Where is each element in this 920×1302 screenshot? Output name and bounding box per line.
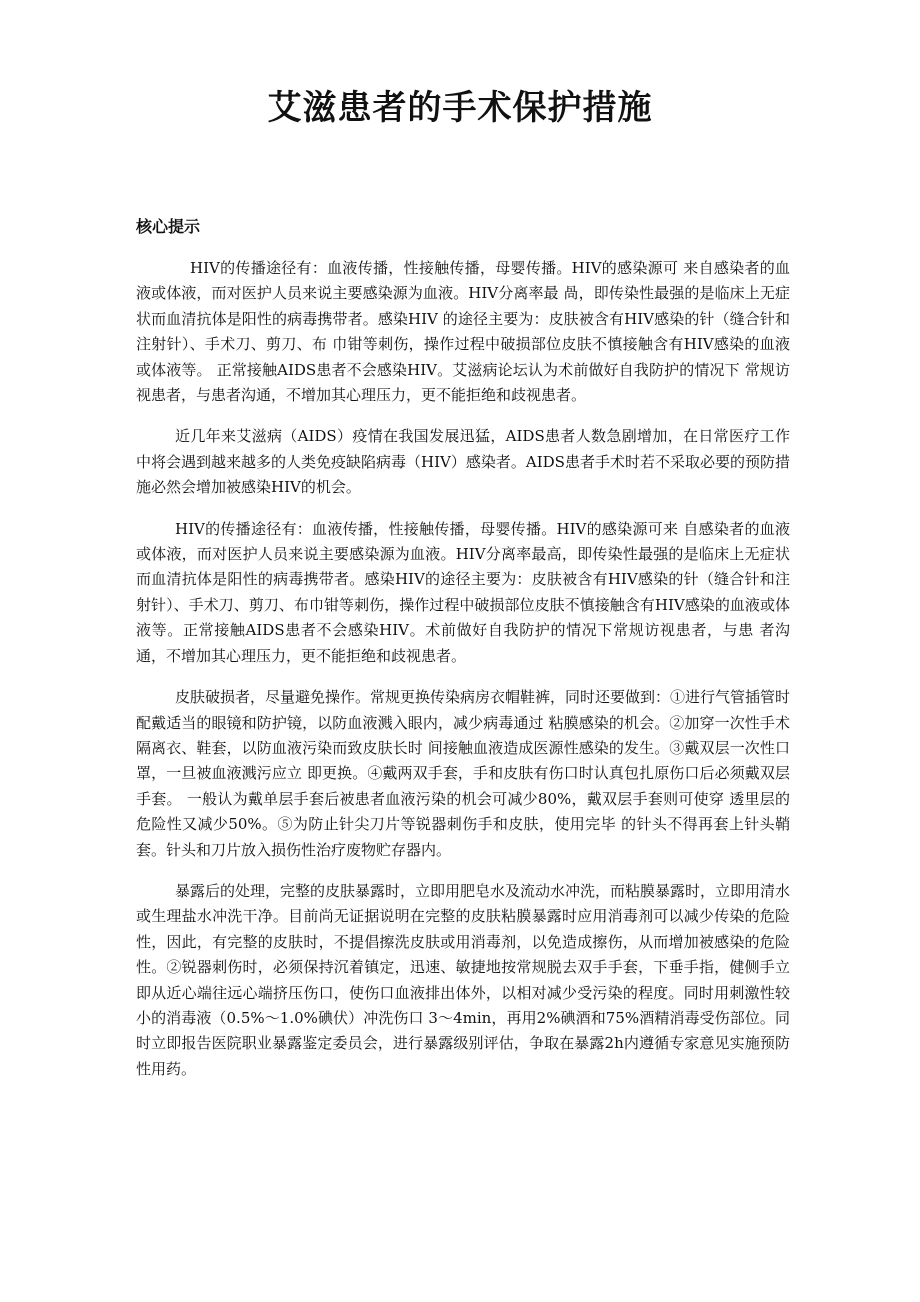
paragraph-protective-measures: 皮肤破损者，尽量避免操作。常规更换传染病房衣帽鞋裤，同时还要做到：①进行气管插管时配戴适当的眼镜和防护镜，以防血液溅入眼内，减少病毒通过 粘膜感染的机会。②加穿一次性手术隔离衣、鞋套，以防血液污染而致皮肤长时 间接触血液造成医源性感染的发生。③戴双层一次性口罩，一旦被血液溅污应立 即更换。④戴两双手套，手和皮肤有伤口时认真包扎原伤口后必须戴双层手套。 一般认为戴单层手套后被患者血液污染的机会可减少80%，戴双层手套则可使穿 透里层的危险性又减少50%。⑤为防止针尖刀片等锐器刺伤手和皮肤，使用完毕 的针头不得再套上针头鞘套。针头和刀片放入损伤性治疗废物贮存器内。 — [136, 688, 791, 859]
paragraph-transmission-summary: HIV的传播途径有：血液传播，性接触传播，母婴传播。HIV的感染源可 来自感染者的血液或体液，而对医护人员来说主要感染源为血液。HIV分离率最 咼，即传染性最强的是临床上无症状而血清抗体是阳性的病毒携带者。感染HIV 的途径主要为：皮肤被含有HIV感染的针（缝合针和注射针）、手术刀、剪刀、布 巾钳等刺伤，操作过程中破损部位皮肤不慎接触含有HIV感染的血液或体液等。 正常接触AIDS患者不会感染HIV。艾滋病论坛认为术前做好自我防护的情况下 常规访视患者，与患者沟通，不增加其心理压力，更不能拒绝和歧视患者。 — [136, 259, 790, 405]
document-title: 艾滋患者的手术保护措施 — [267, 88, 653, 128]
document-body — [136, 256, 790, 1098]
paragraph-epidemic-background: 近几年来艾滋病（AIDS）疫情在我国发展迅猛，AIDS患者人数急剧增加，在日常医疗工作中将会遇到越来越多的人类免疫缺陷病毒（HIV）感染者。AIDS患者手术时若不采取必要的预防措施必然会增加被感染HIV的机会。 — [136, 427, 790, 497]
section-heading: 核心提示 — [136, 217, 201, 236]
paragraph-transmission-routes: HIV的传播途径有：血液传播，性接触传播，母婴传播。HIV的感染源可来 自感染者的血液或体液，而对医护人员来说主要感染源为血液。HIV分离率最高，即传染性最强的是临床上无症状而血清抗体是阳性的病毒携带者。感染HIV的途径主要为：皮肤被含有HIV感染的针（缝合针和注射针）、手术刀、剪刀、布巾钳等刺伤，操作过程中破损部位皮肤不慎接触含有HIV感染的血液或体液等。正常接触AIDS患者不会感染HIV。术前做好自我防护的情况下常规访视患者，与患 者沟通，不增加其心理压力，更不能拒绝和歧视患者。 — [136, 519, 790, 665]
paragraph-post-exposure: 暴露后的处理，完整的皮肤暴露时，立即用肥皂水及流动水冲洗，而粘膜暴露时，立即用清水或生理盐水冲洗干净。目前尚无证据说明在完整的皮肤粘膜暴露时应用消毒剂可以减少传染的危险性，因此，有完整的皮肤时，不提倡擦洗皮肤或用消毒剂，以免造成擦伤，从而增加被感染的危险性。②锐器刺伤时，必须保持沉着镇定，迅速、敏捷地按常规脱去双手手套，下垂手指，健侧手立即从近心端往远心端挤压伤口，使伤口血液排出体外，以相对减少受污染的程度。同时用刺激性较小的消毒液（0.5%〜1.0%碘伏）冲洗伤口 3〜4min，再用2%碘酒和75%酒精消毒受伤部位。同时立即报告医院职业暴露鉴定委员会，进行暴露级别评估，争取在暴露2h内遵循专家意见实施预防性用药。 — [136, 881, 791, 1078]
